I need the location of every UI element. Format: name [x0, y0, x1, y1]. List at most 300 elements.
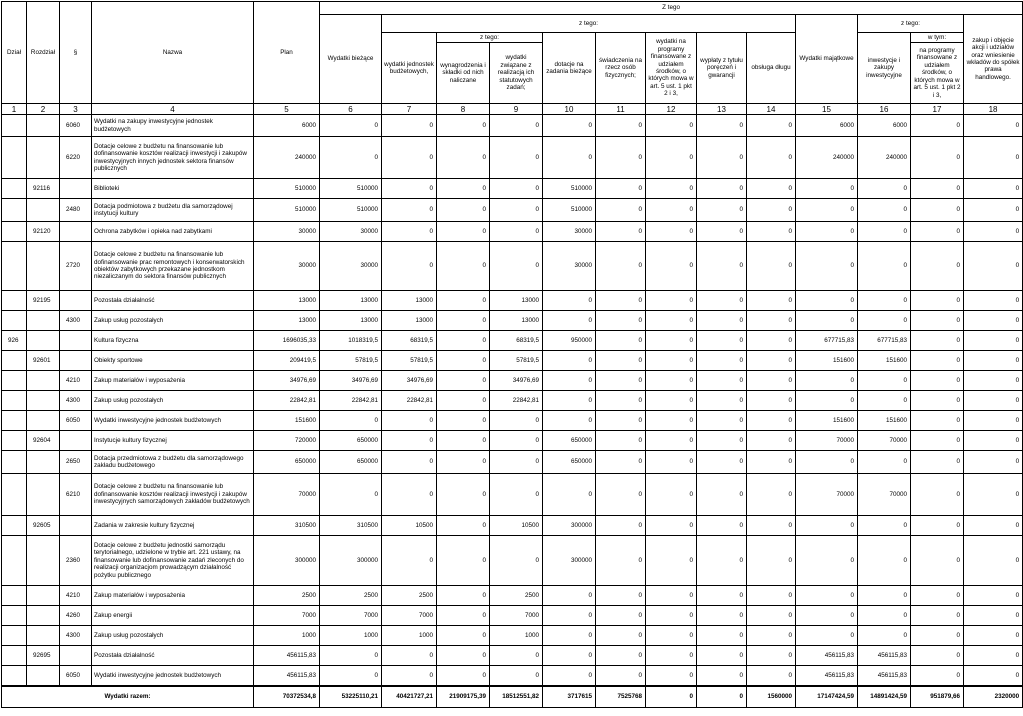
- dzial-cell: [2, 536, 27, 586]
- paragraf-cell: 2480: [60, 199, 92, 222]
- value-cell: 300000: [543, 536, 596, 586]
- dzial-cell: [2, 606, 27, 626]
- value-cell: 0: [911, 179, 964, 199]
- nazwa-cell: Zakup usług pozostałych: [92, 311, 254, 331]
- column-number: 1: [2, 104, 27, 115]
- plan-cell: 1000: [254, 626, 320, 646]
- value-cell: 0: [858, 222, 911, 242]
- rozdzial-cell: [27, 242, 60, 291]
- value-cell: 0: [596, 291, 646, 311]
- value-cell: 0: [543, 291, 596, 311]
- value-cell: 0: [596, 606, 646, 626]
- value-cell: 22842,81: [382, 391, 437, 411]
- value-cell: 0: [490, 222, 543, 242]
- value-cell: 0: [747, 646, 796, 666]
- plan-cell: 310500: [254, 516, 320, 536]
- value-cell: 0: [437, 516, 490, 536]
- value-cell: 10500: [490, 516, 543, 536]
- rozdzial-cell: 92601: [27, 351, 60, 371]
- dzial-cell: [2, 391, 27, 411]
- nazwa-cell: Obiekty sportowe: [92, 351, 254, 371]
- value-cell: 0: [858, 311, 911, 331]
- nazwa-cell: Dotacje celowe z budżetu jednostki samorządu terytorialnego, udzielone w trybie art. 221 ustawy, na finansowanie lub dofinansowanie zadań zleconych do realizacji organizacjom prowadzącym działalność pożytku publicznego: [92, 536, 254, 586]
- value-cell: 0: [646, 331, 697, 351]
- value-cell: 30000: [543, 242, 596, 291]
- header-z-tego: Z tego: [320, 2, 1023, 15]
- table-row: [2, 391, 1023, 411]
- value-cell: 0: [646, 516, 697, 536]
- value-cell: 0: [437, 199, 490, 222]
- value-cell: 0: [697, 222, 747, 242]
- value-cell: 0: [490, 474, 543, 516]
- dzial-cell: [2, 451, 27, 474]
- dzial-cell: [2, 242, 27, 291]
- value-cell: 0: [697, 586, 747, 606]
- value-cell: 0: [596, 222, 646, 242]
- rozdzial-cell: [27, 606, 60, 626]
- value-cell: 0: [796, 451, 858, 474]
- total-cell: 1560000: [747, 686, 796, 708]
- nazwa-cell: Pozostała działalność: [92, 646, 254, 666]
- value-cell: 0: [543, 391, 596, 411]
- value-cell: 34976,69: [490, 371, 543, 391]
- paragraf-cell: 4300: [60, 391, 92, 411]
- value-cell: 0: [964, 222, 1023, 242]
- plan-cell: 240000: [254, 137, 320, 179]
- nazwa-cell: Instytucje kultury fizycznej: [92, 431, 254, 451]
- paragraf-cell: 6050: [60, 666, 92, 686]
- dzial-cell: 926: [2, 331, 27, 351]
- value-cell: 34976,69: [320, 371, 382, 391]
- value-cell: 0: [697, 311, 747, 331]
- value-cell: 0: [437, 606, 490, 626]
- table-row: [2, 222, 1023, 242]
- column-number: 5: [254, 104, 320, 115]
- value-cell: 0: [697, 431, 747, 451]
- plan-cell: 34976,69: [254, 371, 320, 391]
- value-cell: 0: [964, 451, 1023, 474]
- value-cell: 0: [490, 115, 543, 137]
- table-row: [2, 179, 1023, 199]
- header-swiadczenia: świadczenia na rzecz osób fizycznych;: [596, 33, 646, 104]
- plan-cell: 22842,81: [254, 391, 320, 411]
- value-cell: 0: [911, 411, 964, 431]
- rozdzial-cell: [27, 371, 60, 391]
- value-cell: 0: [320, 115, 382, 137]
- value-cell: 0: [747, 474, 796, 516]
- header-wydatki-statutowe: wydatki związane z realizacją ich statutowych zadań;: [490, 43, 543, 104]
- value-cell: 0: [911, 646, 964, 666]
- value-cell: 70000: [796, 431, 858, 451]
- value-cell: 650000: [543, 451, 596, 474]
- value-cell: 0: [596, 137, 646, 179]
- value-cell: 0: [437, 222, 490, 242]
- value-cell: 0: [911, 331, 964, 351]
- value-cell: 0: [747, 451, 796, 474]
- total-cell: 2320000: [964, 686, 1023, 708]
- column-number: 7: [382, 104, 437, 115]
- nazwa-cell: Dotacje celowe z budżetu na finansowanie lub dofinansowanie prac remontowych i konserwatorskich obiektów zabytkowych przekazane jednostkom niezaliczanym do sektora finansów publicznych: [92, 242, 254, 291]
- value-cell: 0: [646, 646, 697, 666]
- value-cell: 0: [437, 311, 490, 331]
- value-cell: 510000: [320, 179, 382, 199]
- nazwa-cell: Biblioteki: [92, 179, 254, 199]
- value-cell: 0: [796, 606, 858, 626]
- plan-cell: 720000: [254, 431, 320, 451]
- plan-cell: 456115,83: [254, 666, 320, 686]
- value-cell: 510000: [543, 199, 596, 222]
- value-cell: 0: [697, 626, 747, 646]
- table-row: [2, 351, 1023, 371]
- value-cell: 30000: [320, 242, 382, 291]
- value-cell: 0: [543, 137, 596, 179]
- value-cell: 0: [697, 331, 747, 351]
- nazwa-cell: Zakup usług pozostałych: [92, 626, 254, 646]
- value-cell: 0: [858, 391, 911, 411]
- column-number: 2: [27, 104, 60, 115]
- value-cell: 0: [747, 666, 796, 686]
- rozdzial-cell: 92120: [27, 222, 60, 242]
- value-cell: 0: [596, 474, 646, 516]
- value-cell: 0: [543, 606, 596, 626]
- value-cell: 0: [320, 646, 382, 666]
- plan-cell: 30000: [254, 222, 320, 242]
- nazwa-cell: Dotacje celowe z budżetu na finansowanie lub dofinansowanie kosztów realizacji inwestycji i zakupów inwestycyjnych innych jednostek sektora finansów publicznych: [92, 137, 254, 179]
- value-cell: 0: [320, 666, 382, 686]
- table-row: [2, 431, 1023, 451]
- value-cell: 6000: [796, 115, 858, 137]
- paragraf-cell: 6050: [60, 411, 92, 431]
- value-cell: 0: [437, 115, 490, 137]
- value-cell: 0: [964, 411, 1023, 431]
- value-cell: 0: [796, 391, 858, 411]
- value-cell: 13000: [320, 291, 382, 311]
- value-cell: 0: [747, 179, 796, 199]
- nazwa-cell: Zakup materiałów i wyposażenia: [92, 586, 254, 606]
- header-wydatki-majatkowe: Wydatki majątkowe: [796, 15, 858, 104]
- nazwa-cell: Dotacja przedmiotowa z budżetu dla samorządowego zakładu budżetowego: [92, 451, 254, 474]
- column-number: 10: [543, 104, 596, 115]
- plan-cell: 300000: [254, 536, 320, 586]
- value-cell: 0: [646, 179, 697, 199]
- value-cell: 0: [747, 242, 796, 291]
- value-cell: 0: [382, 411, 437, 431]
- value-cell: 950000: [543, 331, 596, 351]
- value-cell: 0: [911, 137, 964, 179]
- value-cell: 0: [646, 411, 697, 431]
- paragraf-cell: 2650: [60, 451, 92, 474]
- nazwa-cell: Wydatki inwestycyjne jednostek budżetowych: [92, 411, 254, 431]
- nazwa-cell: Zakup usług pozostałych: [92, 391, 254, 411]
- value-cell: 0: [490, 179, 543, 199]
- value-cell: 0: [697, 451, 747, 474]
- column-numbers-row: [2, 104, 1023, 115]
- header-w-tym: w tym:: [911, 33, 964, 43]
- nazwa-cell: Wydatki na zakupy inwestycyjne jednostek budżetowych: [92, 115, 254, 137]
- value-cell: 0: [437, 431, 490, 451]
- rozdzial-cell: 92605: [27, 516, 60, 536]
- value-cell: 151600: [858, 411, 911, 431]
- value-cell: 0: [646, 242, 697, 291]
- value-cell: 0: [646, 199, 697, 222]
- value-cell: 0: [747, 626, 796, 646]
- column-number: 18: [964, 104, 1023, 115]
- paragraf-cell: [60, 646, 92, 666]
- value-cell: 0: [382, 666, 437, 686]
- value-cell: 310500: [320, 516, 382, 536]
- value-cell: 0: [646, 626, 697, 646]
- value-cell: 0: [911, 115, 964, 137]
- value-cell: 0: [911, 516, 964, 536]
- value-cell: 0: [697, 474, 747, 516]
- value-cell: 0: [320, 137, 382, 179]
- value-cell: 0: [320, 474, 382, 516]
- paragraf-cell: [60, 179, 92, 199]
- value-cell: 0: [382, 199, 437, 222]
- rozdzial-cell: [27, 626, 60, 646]
- value-cell: 0: [964, 199, 1023, 222]
- header-inwestycje: inwestycje i zakupy inwestycyjne: [858, 33, 911, 104]
- header-rozdzial: Rozdział: [27, 2, 60, 104]
- value-cell: 0: [543, 411, 596, 431]
- value-cell: 0: [596, 586, 646, 606]
- value-cell: 0: [646, 451, 697, 474]
- value-cell: 0: [596, 179, 646, 199]
- value-cell: 0: [543, 311, 596, 331]
- paragraf-cell: 4300: [60, 311, 92, 331]
- value-cell: 68319,5: [382, 331, 437, 351]
- value-cell: 0: [911, 371, 964, 391]
- value-cell: 0: [747, 311, 796, 331]
- value-cell: 0: [646, 115, 697, 137]
- rozdzial-cell: [27, 199, 60, 222]
- table-row: [2, 536, 1023, 586]
- value-cell: 70000: [796, 474, 858, 516]
- paragraf-cell: [60, 331, 92, 351]
- header-wydatki-biezace: Wydatki bieżące: [320, 15, 382, 104]
- value-cell: 0: [596, 646, 646, 666]
- total-cell: 53225110,21: [320, 686, 382, 708]
- value-cell: 0: [437, 371, 490, 391]
- value-cell: 0: [911, 606, 964, 626]
- table-row: [2, 516, 1023, 536]
- value-cell: 0: [596, 199, 646, 222]
- dzial-cell: [2, 666, 27, 686]
- value-cell: 0: [490, 137, 543, 179]
- value-cell: 7000: [382, 606, 437, 626]
- value-cell: 0: [697, 606, 747, 626]
- value-cell: 57819,5: [490, 351, 543, 371]
- rozdzial-cell: [27, 115, 60, 137]
- rozdzial-cell: 92195: [27, 291, 60, 311]
- value-cell: 0: [796, 199, 858, 222]
- total-cell: 0: [697, 686, 747, 708]
- dzial-cell: [2, 431, 27, 451]
- value-cell: 0: [964, 516, 1023, 536]
- value-cell: 0: [596, 411, 646, 431]
- value-cell: 0: [858, 179, 911, 199]
- total-cell: 0: [646, 686, 697, 708]
- value-cell: 0: [437, 626, 490, 646]
- paragraf-cell: [60, 516, 92, 536]
- value-cell: 0: [646, 391, 697, 411]
- value-cell: 0: [646, 431, 697, 451]
- column-number: 4: [92, 104, 254, 115]
- value-cell: 0: [646, 137, 697, 179]
- value-cell: 0: [964, 666, 1023, 686]
- table-row: [2, 242, 1023, 291]
- rozdzial-cell: [27, 311, 60, 331]
- value-cell: 0: [911, 536, 964, 586]
- paragraf-cell: [60, 351, 92, 371]
- budget-table: [1, 1, 1023, 708]
- value-cell: 0: [964, 179, 1023, 199]
- value-cell: 0: [697, 351, 747, 371]
- value-cell: 0: [796, 291, 858, 311]
- value-cell: 34976,69: [382, 371, 437, 391]
- value-cell: 0: [543, 351, 596, 371]
- value-cell: 13000: [382, 291, 437, 311]
- value-cell: 0: [437, 331, 490, 351]
- value-cell: 0: [596, 626, 646, 646]
- value-cell: 0: [964, 115, 1023, 137]
- value-cell: 1000: [490, 626, 543, 646]
- value-cell: 0: [964, 137, 1023, 179]
- value-cell: 1000: [382, 626, 437, 646]
- value-cell: 6000: [858, 115, 911, 137]
- rozdzial-cell: [27, 137, 60, 179]
- value-cell: 677715,83: [858, 331, 911, 351]
- dzial-cell: [2, 199, 27, 222]
- header-z-tego-jednostek: z tego:: [437, 33, 543, 43]
- dzial-cell: [2, 351, 27, 371]
- value-cell: 0: [964, 242, 1023, 291]
- value-cell: 0: [858, 586, 911, 606]
- nazwa-cell: Zakup energii: [92, 606, 254, 626]
- paragraf-cell: 4300: [60, 626, 92, 646]
- table-body: [2, 115, 1023, 686]
- value-cell: 0: [382, 431, 437, 451]
- value-cell: 0: [964, 606, 1023, 626]
- value-cell: 650000: [320, 431, 382, 451]
- value-cell: 0: [796, 371, 858, 391]
- value-cell: 0: [596, 351, 646, 371]
- value-cell: 0: [964, 331, 1023, 351]
- value-cell: 0: [382, 536, 437, 586]
- value-cell: 2500: [320, 586, 382, 606]
- dzial-cell: [2, 179, 27, 199]
- value-cell: 650000: [543, 431, 596, 451]
- paragraf-cell: [60, 431, 92, 451]
- value-cell: 70000: [858, 474, 911, 516]
- value-cell: 0: [543, 666, 596, 686]
- value-cell: 13000: [320, 311, 382, 331]
- value-cell: 0: [747, 586, 796, 606]
- rozdzial-cell: [27, 536, 60, 586]
- value-cell: 70000: [858, 431, 911, 451]
- value-cell: 0: [911, 451, 964, 474]
- value-cell: 0: [437, 137, 490, 179]
- value-cell: 0: [911, 666, 964, 686]
- value-cell: 13000: [490, 311, 543, 331]
- nazwa-cell: Zakup materiałów i wyposażenia: [92, 371, 254, 391]
- value-cell: 0: [911, 291, 964, 311]
- table-row: [2, 586, 1023, 606]
- value-cell: 13000: [490, 291, 543, 311]
- value-cell: 0: [437, 586, 490, 606]
- total-cell: 40421727,21: [382, 686, 437, 708]
- value-cell: 0: [437, 451, 490, 474]
- column-number: 11: [596, 104, 646, 115]
- value-cell: 0: [437, 646, 490, 666]
- plan-cell: 2500: [254, 586, 320, 606]
- header-z-tego-biezace: z tego:: [382, 15, 796, 33]
- table-row: [2, 331, 1023, 351]
- paragraf-cell: 4260: [60, 606, 92, 626]
- value-cell: 0: [697, 536, 747, 586]
- table-row: [2, 474, 1023, 516]
- value-cell: 0: [437, 179, 490, 199]
- value-cell: 0: [437, 411, 490, 431]
- column-number: 8: [437, 104, 490, 115]
- value-cell: 0: [490, 536, 543, 586]
- value-cell: 0: [858, 371, 911, 391]
- value-cell: 677715,83: [796, 331, 858, 351]
- value-cell: 0: [964, 646, 1023, 666]
- value-cell: 456115,83: [796, 666, 858, 686]
- value-cell: 57819,5: [382, 351, 437, 371]
- total-plan: 70372534,8: [254, 686, 320, 708]
- value-cell: 456115,83: [796, 646, 858, 666]
- value-cell: 0: [697, 516, 747, 536]
- value-cell: 0: [382, 179, 437, 199]
- rozdzial-cell: 92695: [27, 646, 60, 666]
- paragraf-cell: 6210: [60, 474, 92, 516]
- value-cell: 0: [543, 586, 596, 606]
- value-cell: 0: [382, 646, 437, 666]
- value-cell: 300000: [543, 516, 596, 536]
- table-row: [2, 646, 1023, 666]
- value-cell: 7000: [320, 606, 382, 626]
- value-cell: 0: [437, 666, 490, 686]
- value-cell: 13000: [382, 311, 437, 331]
- value-cell: 0: [747, 391, 796, 411]
- value-cell: 0: [747, 199, 796, 222]
- header-wydatki-programy: wydatki na programy finansowane z udziałem środków, o których mowa w art. 5 ust. 1 pkt 2 i 3,: [646, 33, 697, 104]
- value-cell: 510000: [320, 199, 382, 222]
- value-cell: 0: [697, 242, 747, 291]
- value-cell: 0: [646, 536, 697, 586]
- header-paragraf: §: [60, 2, 92, 104]
- value-cell: 456115,83: [858, 666, 911, 686]
- value-cell: 0: [858, 451, 911, 474]
- value-cell: 0: [437, 474, 490, 516]
- value-cell: 0: [490, 242, 543, 291]
- rozdzial-cell: [27, 451, 60, 474]
- value-cell: 0: [911, 431, 964, 451]
- value-cell: 0: [543, 646, 596, 666]
- plan-cell: 650000: [254, 451, 320, 474]
- value-cell: 0: [747, 115, 796, 137]
- table-row: [2, 371, 1023, 391]
- column-number: 16: [858, 104, 911, 115]
- header-plan: Plan: [254, 2, 320, 104]
- value-cell: 10500: [382, 516, 437, 536]
- total-cell: 18512551,82: [490, 686, 543, 708]
- header-wydatki-jednostek: wydatki jednostek budżetowych,: [382, 33, 437, 104]
- paragraf-cell: [60, 291, 92, 311]
- value-cell: 240000: [858, 137, 911, 179]
